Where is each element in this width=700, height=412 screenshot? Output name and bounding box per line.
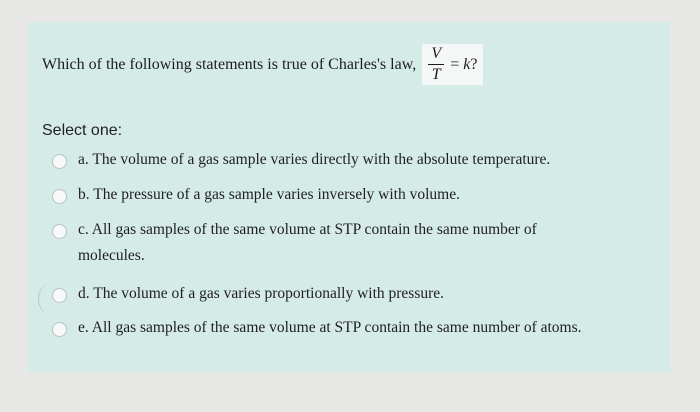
charles-law-formula xyxy=(422,44,483,85)
fraction-bar xyxy=(428,64,444,65)
select-one-label: Select one: xyxy=(42,122,123,139)
question-text: Which of the following statements is true of Charles's law, xyxy=(42,55,417,73)
option-label: d. The volume of a gas varies proportionally with pressure. xyxy=(78,285,445,302)
question-stem xyxy=(42,44,483,85)
formula-constant: k xyxy=(463,55,471,73)
option-d[interactable] xyxy=(52,286,444,307)
radio-button[interactable] xyxy=(52,224,67,239)
paper-edge-mark xyxy=(38,284,61,314)
option-label: c. All gas samples of the same volume at STP contain the same number of molecules. xyxy=(78,221,537,264)
option-label: a. The volume of a gas sample varies directly with the absolute temperature. xyxy=(78,151,551,168)
option-b[interactable] xyxy=(52,187,460,208)
radio-button[interactable] xyxy=(52,322,67,337)
option-c[interactable] xyxy=(52,222,598,269)
formula-numerator: V xyxy=(431,45,442,62)
option-a[interactable] xyxy=(52,152,550,173)
option-e[interactable] xyxy=(52,320,582,341)
formula-equality: = k? xyxy=(450,55,478,73)
question-card xyxy=(28,22,670,372)
radio-button[interactable] xyxy=(52,189,67,204)
formula-denominator: T xyxy=(431,66,441,83)
option-label: e. All gas samples of the same volume at STP contain the same number of atoms. xyxy=(78,319,582,336)
formula-fraction xyxy=(428,46,444,83)
radio-button[interactable] xyxy=(52,154,67,169)
option-label: b. The pressure of a gas sample varies inversely with volume. xyxy=(78,186,460,203)
